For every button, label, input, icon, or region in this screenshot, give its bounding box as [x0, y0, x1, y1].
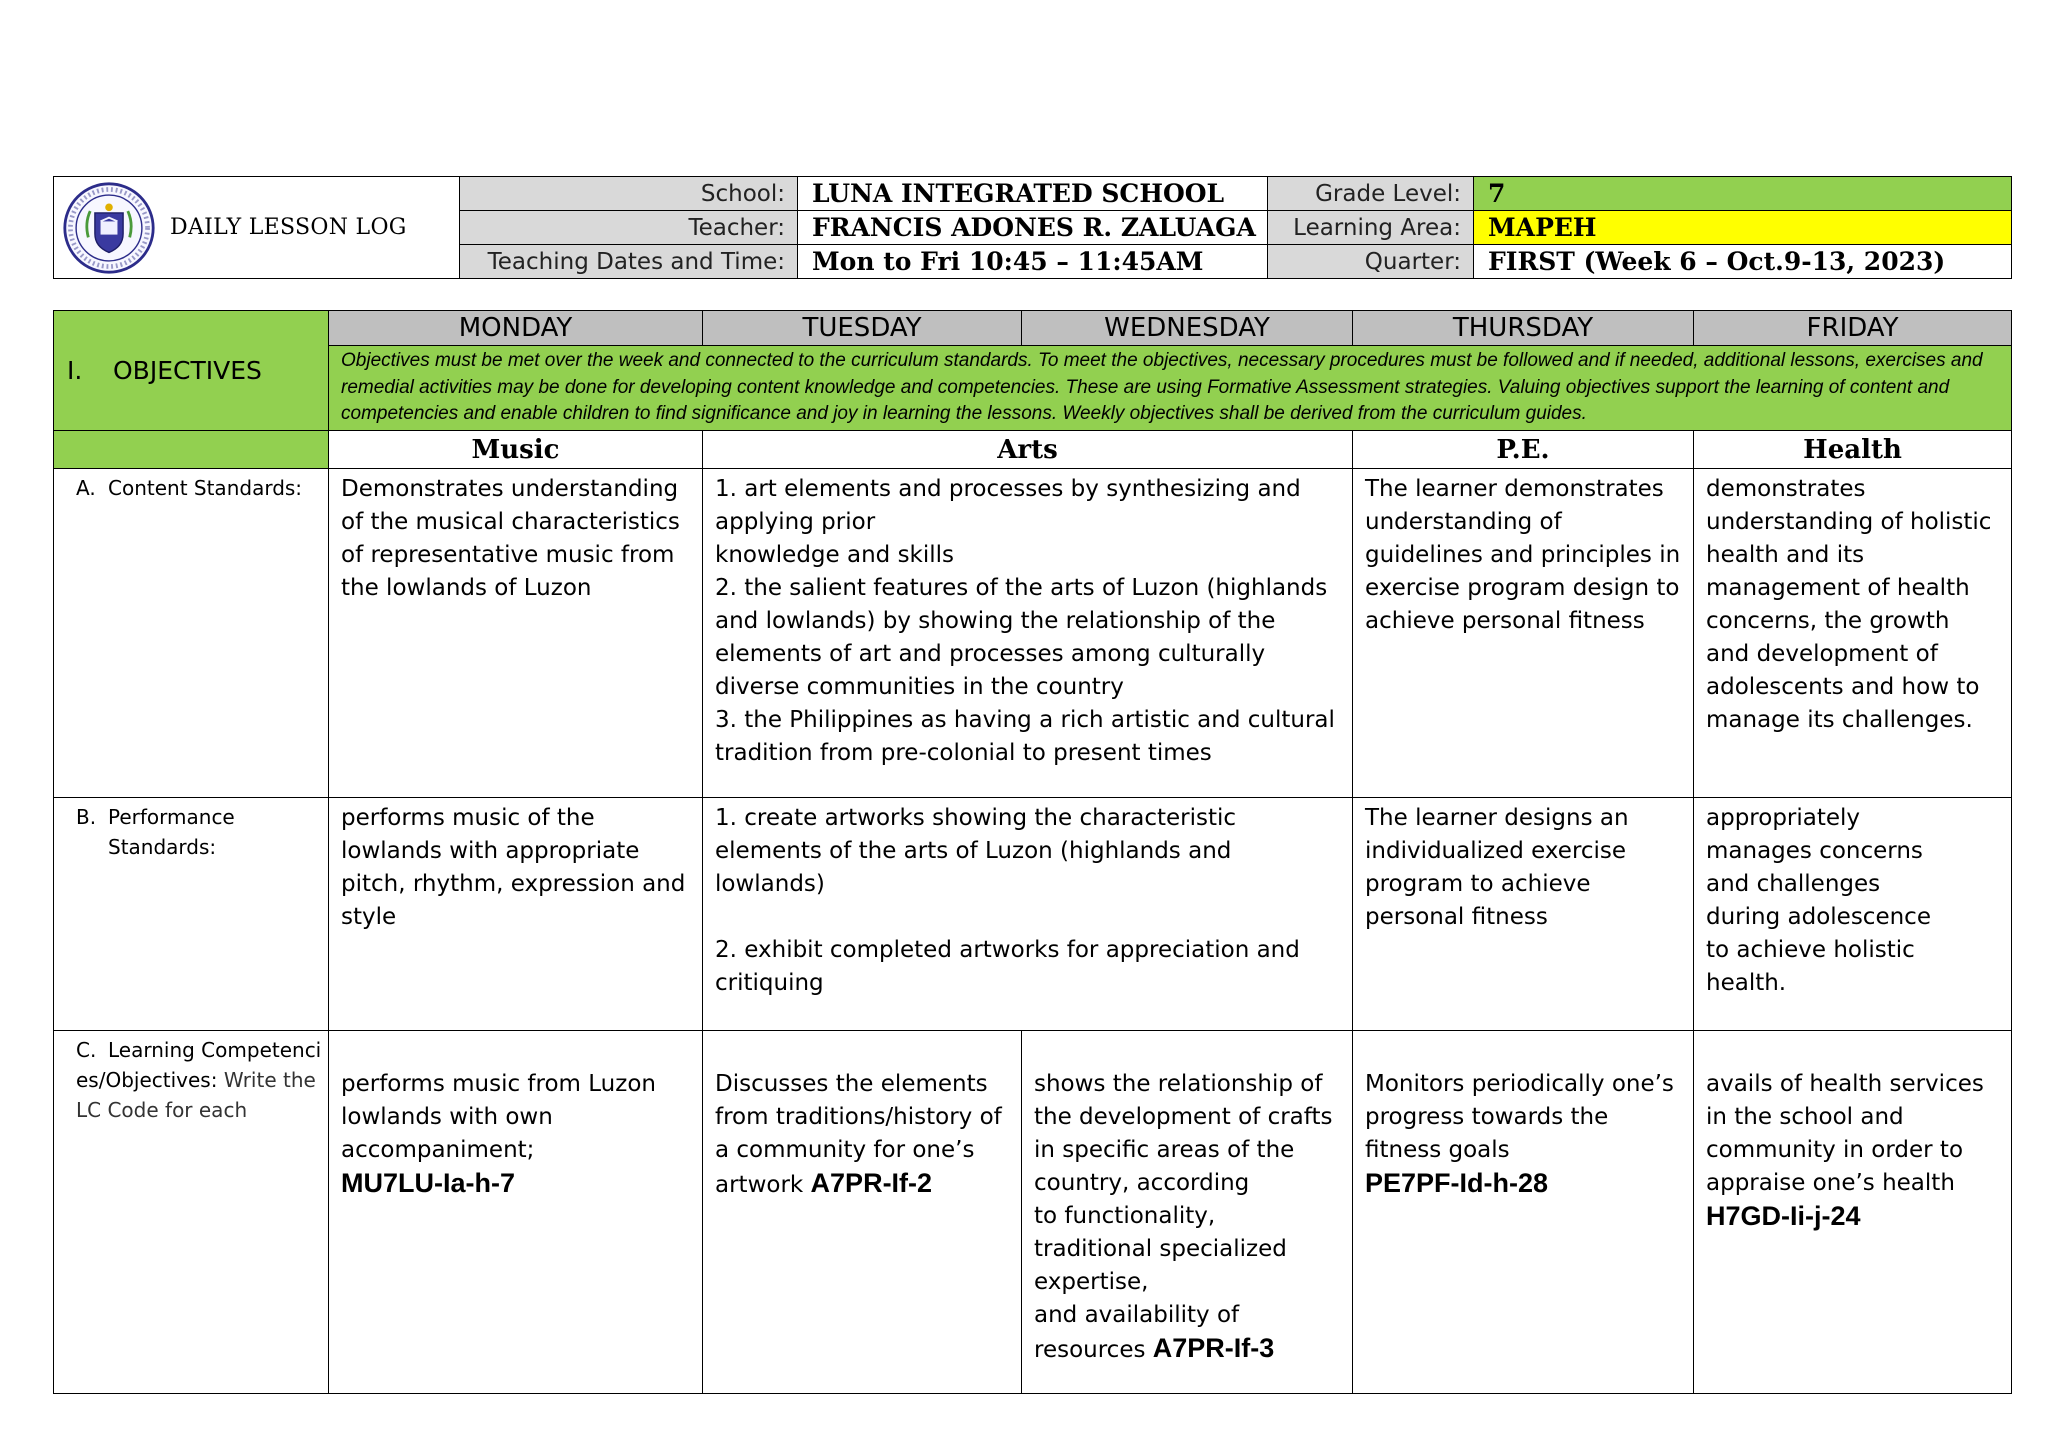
- section-title: Performance: [108, 805, 235, 829]
- day-monday: MONDAY: [329, 311, 703, 346]
- objectives-spacer: [54, 431, 329, 469]
- grade-label: Grade Level:: [1268, 177, 1474, 211]
- teacher-label: Teacher:: [460, 211, 798, 245]
- lc-music-text: performs music from Luzon lowlands with own accompaniment;: [341, 1071, 656, 1163]
- teacher-value: FRANCIS ADONES R. ZALUAGA: [798, 211, 1268, 245]
- lc-music-code: MU7LU-Ia-h-7: [341, 1168, 515, 1198]
- quarter-label: Quarter:: [1268, 245, 1474, 279]
- content-health: demonstrates understanding of holistic health and its management of health concerns, the growth and development of adolescents and how to manage its challenges.: [1694, 469, 2012, 798]
- section-title: [76, 1038, 321, 1122]
- content-arts: 1. art elements and processes by synthesizing and applying prior knowledge and skills 2. the salient features of the arts of Luzon (highlands and lowlands) by showing the relationship of the elements of art and processes among culturally diverse communities in the country 3. the Philippines as having a rich artistic and cultural tradition from pre-colonial to present times: [703, 469, 1353, 798]
- objectives-heading: [54, 311, 329, 431]
- lc-health-text: avails of health services in the school and community in order to appraise one’s health: [1706, 1071, 1984, 1196]
- subject-music: Music: [329, 431, 703, 469]
- lc-health-code: H7GD-Ii-j-24: [1706, 1201, 1861, 1231]
- lc-pe-text: Monitors periodically one’s progress towards the fitness goals: [1365, 1071, 1674, 1163]
- lc-wednesday-text: shows the relationship of the development of crafts in specific areas of the country, according to functionality, traditional specialized expertise, and availability of resources: [1034, 1071, 1333, 1363]
- section-letter: B.: [76, 805, 97, 829]
- learning-area-value: MAPEH: [1474, 211, 2012, 245]
- performance-arts: 1. create artworks showing the characteristic elements of the arts of Luzon (highlands and lowlands) 2. exhibit completed artworks for appreciation and critiquing: [703, 798, 1353, 1031]
- content-music: Demonstrates understanding of the musical characteristics of representative music from the lowlands of Luzon: [329, 469, 703, 798]
- lc-tuesday: [703, 1031, 1022, 1394]
- section-title-line2: Standards:: [108, 835, 217, 859]
- lc-tuesday-text: Discusses the elements from traditions/history of a community for one’s artwork: [715, 1071, 1002, 1198]
- logo-cell: [54, 177, 460, 279]
- lc-tuesday-code: A7PR-If-2: [810, 1168, 933, 1198]
- objectives-note: Objectives must be met over the week and connected to the curriculum standards. To meet the objectives, necessary procedures must be followed and if needed, additional lessons, exercises and remedial activities may be done for developing content knowledge and competencies. These are using Formative Assessment strategies. Valuing objectives support the learning of content and competencies and enable children to find significance and joy in learning the lessons. Weekly objectives shall be derived from the curriculum guides.: [329, 346, 2012, 431]
- lc-pe-code: PE7PF-Id-h-28: [1365, 1168, 1549, 1198]
- section-title: Content Standards:: [108, 476, 303, 500]
- grade-value: 7: [1474, 177, 2012, 211]
- school-value: LUNA INTEGRATED SCHOOL: [798, 177, 1268, 211]
- day-tuesday: TUESDAY: [703, 311, 1022, 346]
- performance-pe: The learner designs an individualized exercise program to achieve personal fitness: [1353, 798, 1694, 1031]
- content-pe: The learner demonstrates understanding of guidelines and principles in exercise program design to achieve personal fitness: [1353, 469, 1694, 798]
- objectives-title: OBJECTIVES: [113, 356, 262, 385]
- quarter-value: FIRST (Week 6 – Oct.9-13, 2023): [1474, 245, 2012, 279]
- header-table: [53, 176, 2012, 279]
- subject-arts: Arts: [703, 431, 1353, 469]
- day-wednesday: WEDNESDAY: [1022, 311, 1353, 346]
- day-thursday: THURSDAY: [1353, 311, 1694, 346]
- lc-wednesday: [1022, 1031, 1353, 1394]
- lc-music: [329, 1031, 703, 1394]
- section-letter: A.: [76, 476, 96, 500]
- learning-competencies-label: [54, 1031, 329, 1394]
- section-title-text: Learning Competencies/Objectives:: [76, 1038, 322, 1092]
- deped-seal-icon: [62, 181, 156, 275]
- dates-label: Teaching Dates and Time:: [460, 245, 798, 279]
- content-standards-label: [54, 469, 329, 798]
- performance-standards-label: [54, 798, 329, 1031]
- performance-music: performs music of the lowlands with appropriate pitch, rhythm, expression and style: [329, 798, 703, 1031]
- subject-pe: P.E.: [1353, 431, 1694, 469]
- lc-wednesday-code: A7PR-If-3: [1152, 1333, 1275, 1363]
- lesson-log-table: [53, 310, 2012, 1394]
- objectives-number: I.: [67, 356, 83, 385]
- school-label: School:: [460, 177, 798, 211]
- subject-health: Health: [1694, 431, 2012, 469]
- document-title: DAILY LESSON LOG: [170, 215, 407, 240]
- lc-pe: [1353, 1031, 1694, 1394]
- day-friday: FRIDAY: [1694, 311, 2012, 346]
- lc-health: [1694, 1031, 2012, 1394]
- learning-area-label: Learning Area:: [1268, 211, 1474, 245]
- section-letter: C.: [76, 1038, 97, 1062]
- section-title-tail: Write the LC Code for each: [76, 1068, 316, 1122]
- dates-value: Mon to Fri 10:45 – 11:45AM: [798, 245, 1268, 279]
- performance-health: appropriately manages concerns and challenges during adolescence to achieve holistic health.: [1694, 798, 2012, 1031]
